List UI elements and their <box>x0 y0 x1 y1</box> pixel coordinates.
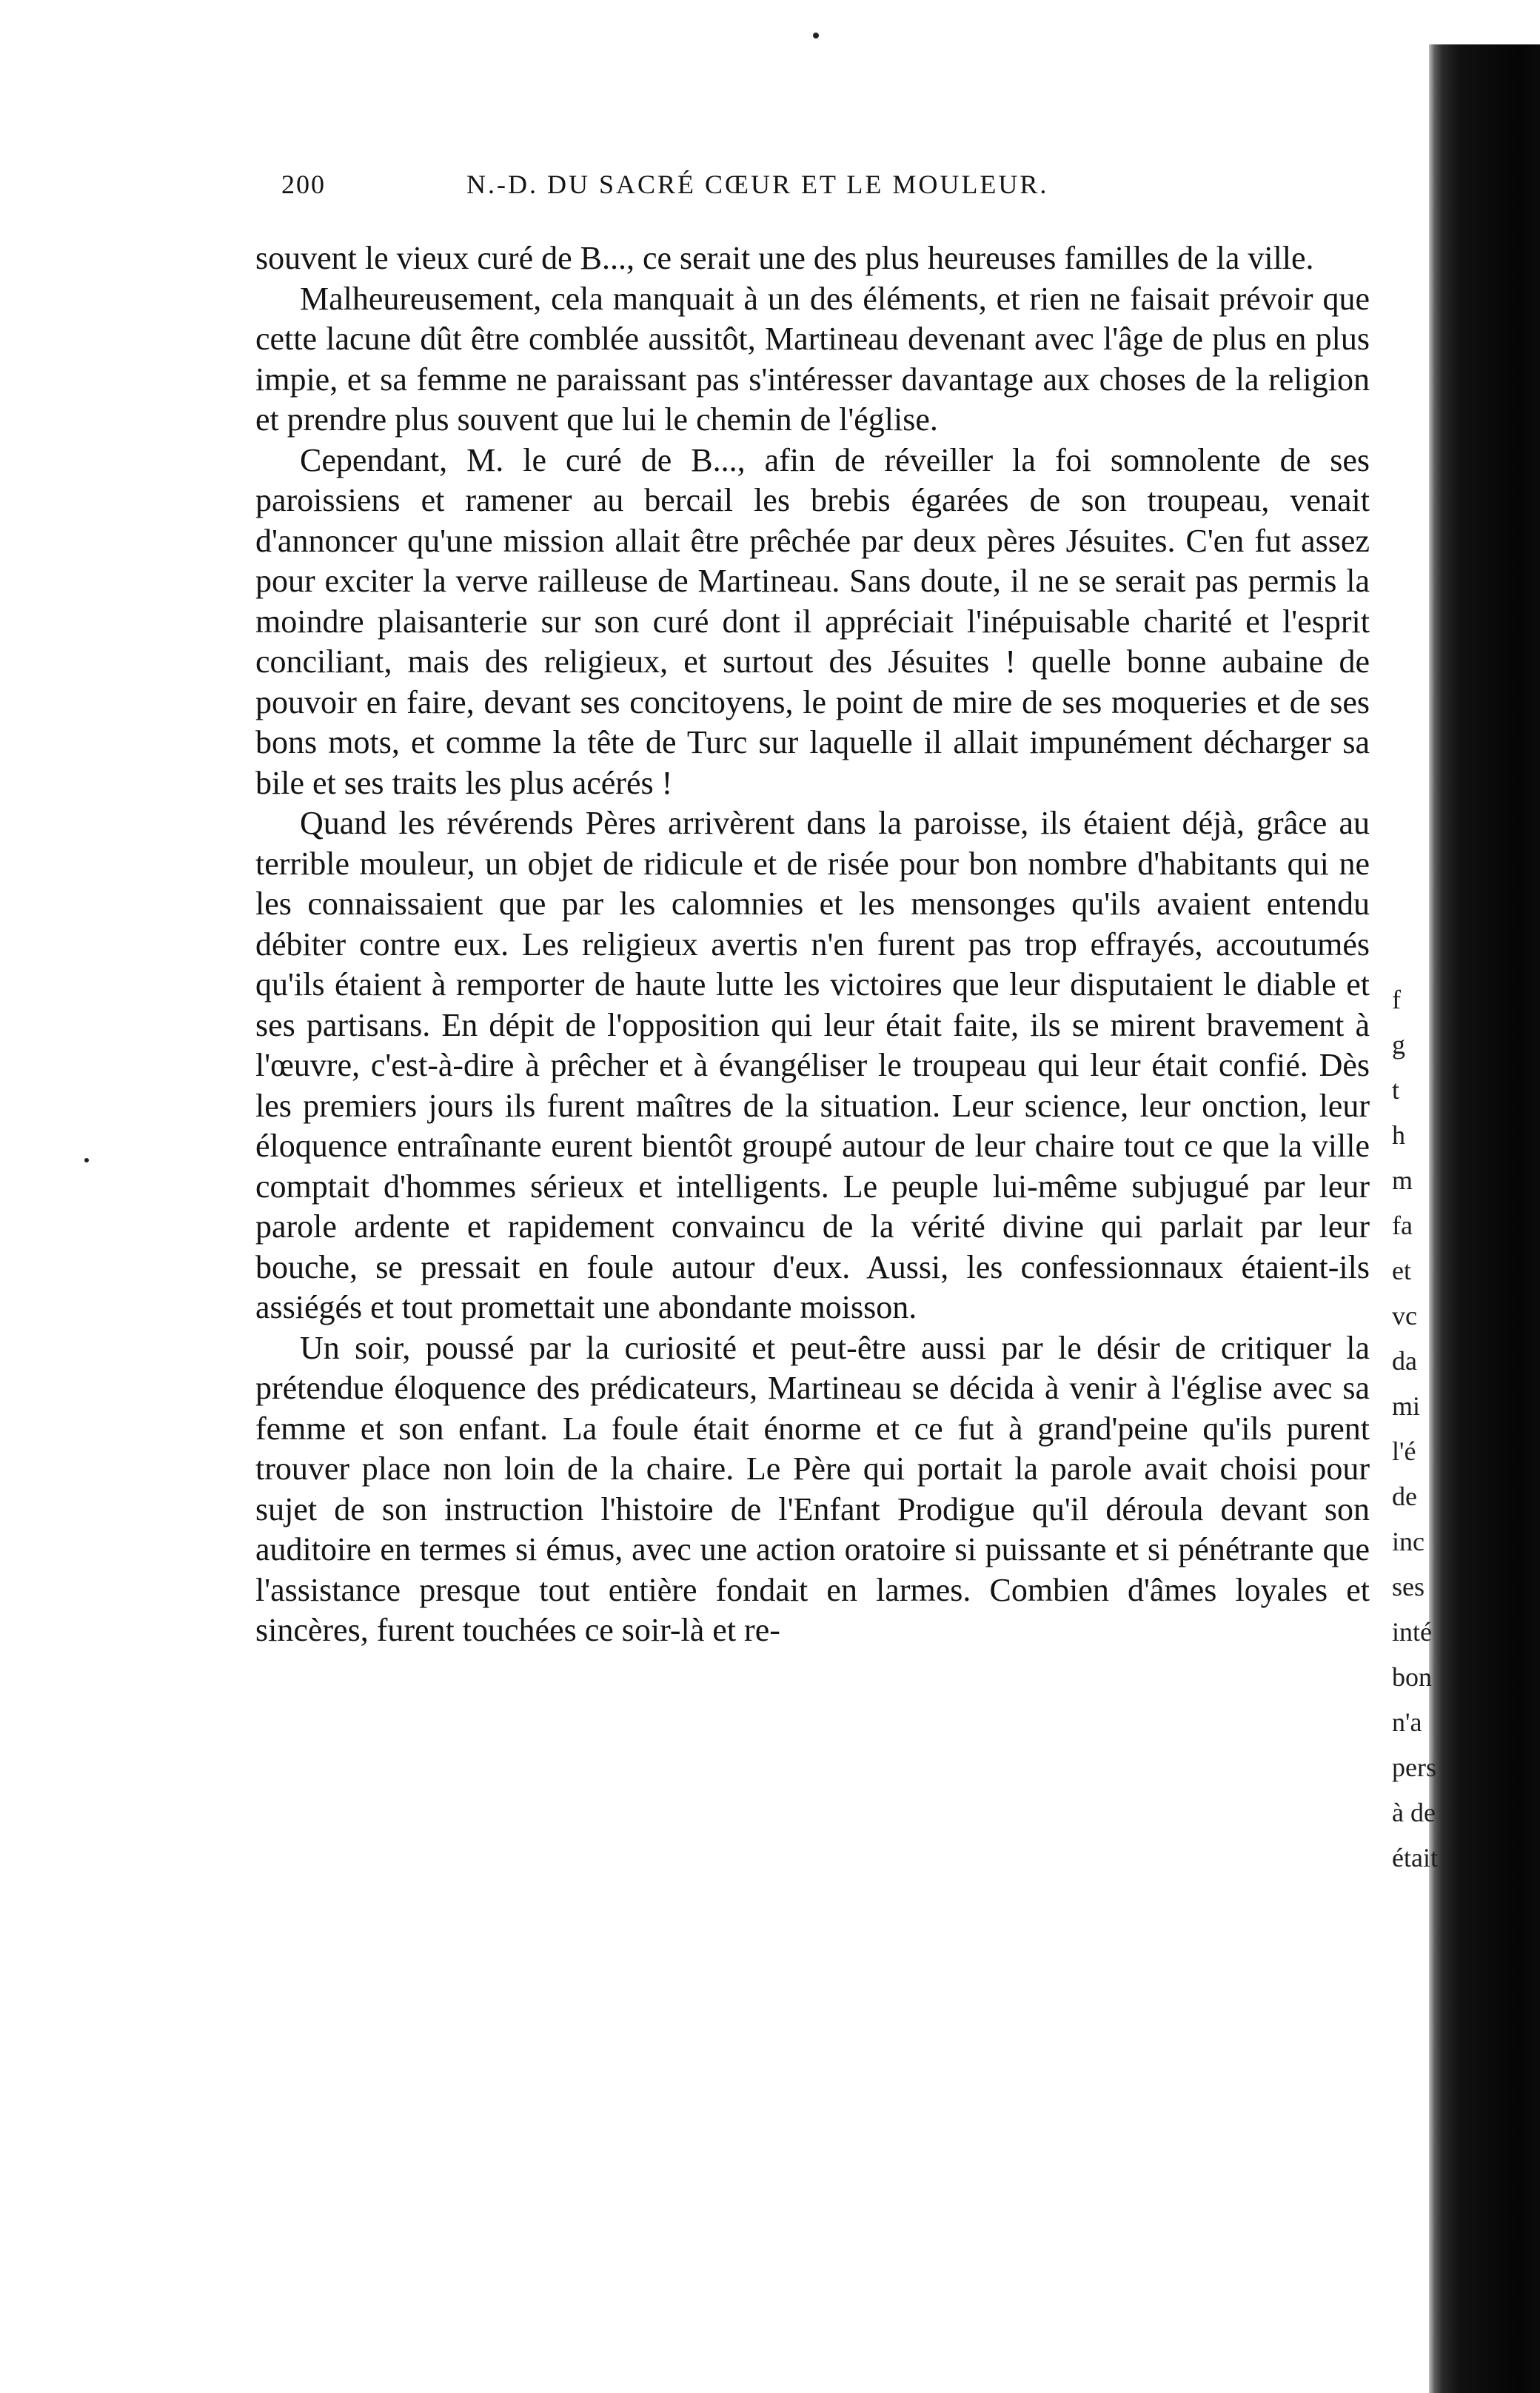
paragraph: Quand les révérends Pères arrivèrent dans la paroisse, ils étaient déjà, grâce au terrible mouleur, un objet de ridicule et de risée pour bon nombre d'habitants qui ne les connaissaient que par les calomnies et les mensonges qu'ils avaient entendu débiter contre eux. Les religieux avertis n'en furent pas trop effrayés, accoutumés qu'ils étaient à remporter de haute lutte les victoires que leur disputaient le diable et ses partisans. En dépit de l'opposition qui leur était faite, ils se mirent bravement à l'œuvre, c'est-à-dire à prêcher et à évangéliser le troupeau qui leur était confié. Dès les premiers jours ils furent maîtres de la situation. Leur science, leur onction, leur éloquence entraînante eurent bientôt groupé autour de leur chaire tout ce que la ville comptait d'hommes sérieux et intelligents. Le peuple lui-même subjugué par leur parole ardente et rapidement convaincu de la vérité divine qui parlait par leur bouche, se pressait en foule autour d'eux. Aussi, les confessionnaux étaient-ils assiégés et tout promettait une abondante moisson. <box>255 805 1370 1325</box>
bleed-fragment: ses <box>1392 1572 1424 1602</box>
body-text <box>255 238 1370 1651</box>
bleed-fragment: à de <box>1392 1798 1436 1827</box>
bleed-fragment: inc <box>1392 1527 1424 1556</box>
scan-speck <box>813 33 819 39</box>
bleed-fragment: et <box>1392 1256 1411 1285</box>
bleed-fragment: f <box>1392 985 1401 1014</box>
running-title: N.-D. DU SACRÉ CŒUR ET LE MOULEUR. <box>466 170 1049 199</box>
bleed-fragment: h <box>1392 1120 1405 1150</box>
bleed-fragment: m <box>1392 1165 1413 1195</box>
paragraph: Malheureusement, cela manquait à un des éléments, et rien ne faisait prévoir que cette lacune dût être comblée aussitôt, Martineau devenant avec l'âge de plus en plus impie, et sa femme ne paraissant pas s'intéresser davantage aux choses de la religion et prendre plus souvent que lui le chemin de l'église. <box>255 280 1370 438</box>
bleed-fragment: de <box>1392 1482 1417 1511</box>
bleed-fragment: était <box>1392 1843 1438 1872</box>
page-number: 200 <box>281 170 326 199</box>
bleed-fragment: vc <box>1392 1301 1417 1331</box>
bleed-fragment: l'é <box>1392 1436 1416 1466</box>
bleed-fragment: pers <box>1392 1753 1436 1782</box>
page-header <box>281 169 1236 210</box>
paragraph: souvent le vieux curé de B..., ce serait une des plus heureuses familles de la ville. <box>255 240 1314 276</box>
bleed-fragment: inté <box>1392 1617 1432 1647</box>
bleed-fragment: bon <box>1392 1662 1432 1692</box>
bleed-fragment: g <box>1392 1030 1405 1060</box>
bleed-fragment: mi <box>1392 1391 1421 1421</box>
bleed-fragment: n'a <box>1392 1707 1422 1737</box>
bleed-fragment: da <box>1392 1346 1417 1376</box>
bleed-fragment: t <box>1392 1075 1400 1105</box>
scan-speck <box>84 1158 89 1162</box>
facing-page-margin-text <box>1392 977 1466 1881</box>
paragraph: Un soir, poussé par la curiosité et peut-être aussi par le désir de critiquer la prétendue éloquence des prédicateurs, Martineau se décida à venir à l'église avec sa femme et son enfant. La foule était énorme et ce fut à grand'peine qu'ils purent trouver place non loin de la chaire. Le Père qui portait la parole avait choisi pour sujet de son instruction l'histoire de l'Enfant Prodigue qu'il déroula devant son auditoire en termes si émus, avec une action oratoire si puissante et si pénétrante que l'assistance presque tout entière fondait en larmes. Combien d'âmes loyales et sincères, furent touchées ce soir-là et re- <box>255 1329 1370 1648</box>
bleed-fragment: fa <box>1392 1211 1413 1240</box>
paragraph: Cependant, M. le curé de B..., afin de réveiller la foi somnolente de ses paroissiens et ramener au bercail les brebis égarées de son troupeau, venait d'annoncer qu'une mission allait être prêchée par deux pères Jésuites. C'en fut assez pour exciter la verve railleuse de Martineau. Sans doute, il ne se serait pas permis la moindre plaisanterie sur son curé dont il appréciait l'inépuisable charité et l'esprit conciliant, mais des religieux, et surtout des Jésuites ! quelle bonne aubaine de pouvoir en faire, devant ses concitoyens, le point de mire de ses moqueries et de ses bons mots, et comme la tête de Turc sur laquelle il allait impunément décharger sa bile et ses traits les plus acérés ! <box>255 441 1370 801</box>
